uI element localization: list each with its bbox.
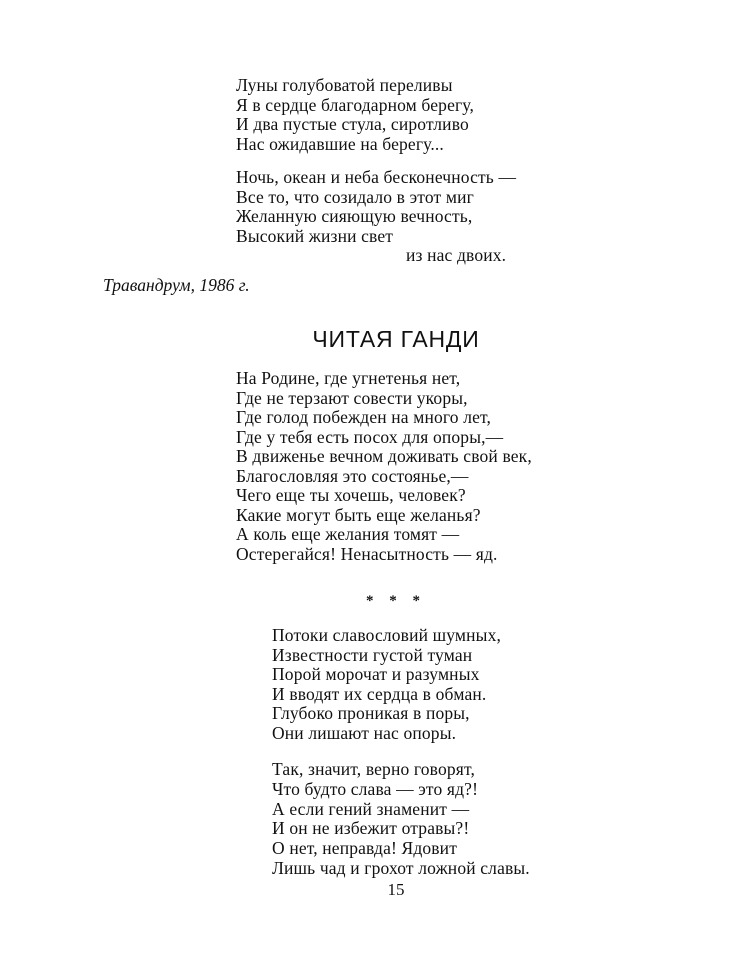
verse-line: Где у тебя есть посох для опоры,— bbox=[236, 426, 504, 447]
verse-line: Чего еще ты хочешь, человек? bbox=[236, 485, 466, 506]
asterism-separator: * * * bbox=[366, 593, 426, 609]
verse-line: Известности густой туман bbox=[272, 644, 473, 665]
poem-continuation-stanza-2 bbox=[236, 168, 516, 266]
verse-line: И вводят их сердца в обман. bbox=[272, 683, 487, 704]
poem-2-stanza bbox=[236, 369, 532, 564]
verse-line: А если гений знаменит — bbox=[272, 798, 470, 819]
poem-3-stanza-1 bbox=[272, 626, 501, 744]
poem-3-stanza-2 bbox=[272, 760, 530, 879]
verse-line-continuation: из нас двоих. bbox=[406, 245, 507, 266]
verse-line: И два пустые стула, сиротливо bbox=[236, 114, 469, 135]
verse-line: Так, значит, верно говорят, bbox=[272, 759, 475, 779]
verse-line: Благословляя это состоянье,— bbox=[236, 465, 469, 486]
verse-line: А коль еще желания томят — bbox=[236, 524, 460, 545]
verse-line: Потоки славословий шумных, bbox=[272, 625, 501, 645]
verse-line: Лишь чад и грохот ложной славы. bbox=[272, 857, 530, 878]
verse-line: Какие могут быть еще желанья? bbox=[236, 504, 481, 525]
poem-continuation-stanza-1 bbox=[236, 76, 474, 155]
verse-line: Глубоко проникая в поры, bbox=[272, 703, 470, 724]
verse-line: На Родине, где угнетенья нет, bbox=[236, 368, 461, 388]
verse-line: Луны голубоватой переливы bbox=[236, 75, 453, 95]
verse-line: Высокий жизни свет bbox=[236, 225, 394, 246]
verse-line: Что будто слава — это яд?! bbox=[272, 778, 479, 799]
verse-line: Все то, что созидало в этот миг bbox=[236, 186, 474, 207]
verse-line: Я в сердце благодарном берегу, bbox=[236, 94, 474, 115]
verse-line: Где не терзают совести укоры, bbox=[236, 387, 468, 408]
verse-line: Где голод побежден на много лет, bbox=[236, 407, 491, 428]
place-date-signature: Травандрум, 1986 г. bbox=[103, 275, 250, 295]
verse-line: Они лишают нас опоры. bbox=[272, 722, 457, 743]
verse-line: О нет, неправда! Ядовит bbox=[272, 838, 457, 859]
verse-line: Ночь, океан и неба бесконечность — bbox=[236, 167, 517, 187]
poem-title: ЧИТАЯ ГАНДИ bbox=[312, 326, 480, 352]
verse-line: Порой морочат и разумных bbox=[272, 664, 480, 685]
verse-line: Желанную сияющую вечность, bbox=[236, 206, 473, 227]
page-number: 15 bbox=[387, 880, 405, 899]
verse-line: И он не избежит отравы?! bbox=[272, 818, 470, 839]
verse-line: Нас ожидавшие на берегу... bbox=[236, 134, 444, 155]
verse-line: В движенье вечном доживать свой век, bbox=[236, 446, 532, 467]
verse-line: Остерегайся! Ненасытность — яд. bbox=[236, 543, 498, 564]
